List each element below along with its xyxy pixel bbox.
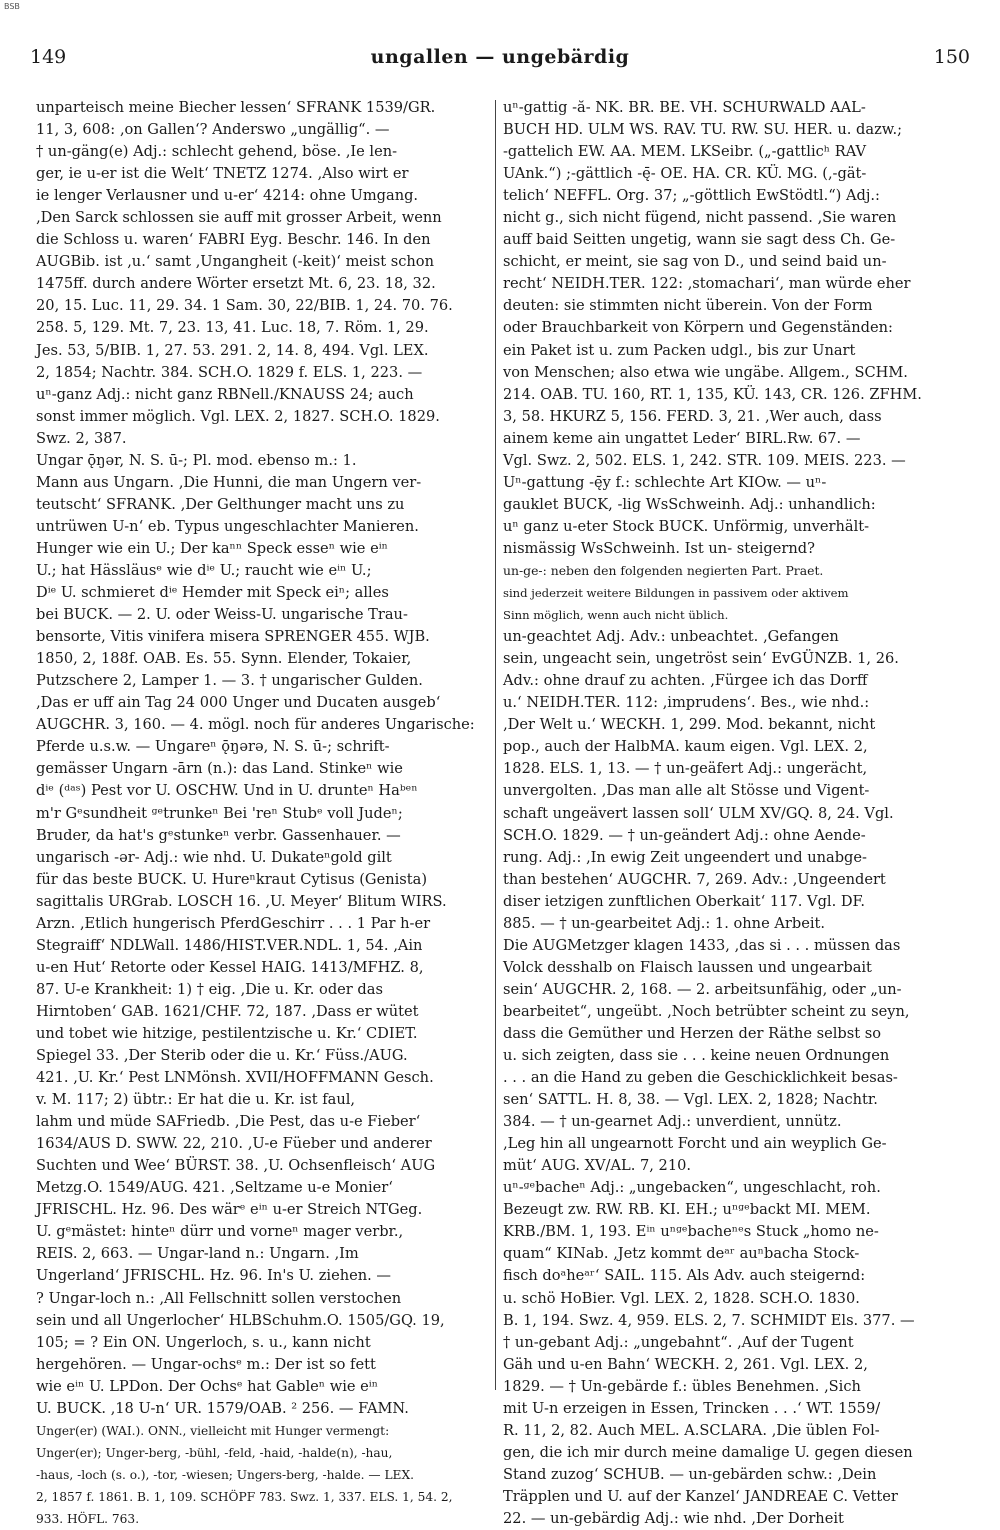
right-column-line: 885. — † un-gearbeitet Adj.: 1. ohne Arbeit. [503,914,826,932]
right-column-line: sen‘ SATTL. H. 8, 38. — Vgl. LEX. 2, 1828; Nachtr. [503,1091,878,1109]
left-column-line: hergehören. — Ungar-ochsᵉ m.: Der ist so fett [36,1355,376,1373]
right-column-line: 384. — † un-gearnet Adj.: unverdient, unnütz. [503,1113,842,1131]
page-header [30,46,970,76]
left-column-line: Mann aus Ungarn. ‚Die Hunni, die man Ungern ver- [36,473,422,491]
right-column-line: † un-gebant Adj.: „ungebahnt“. ‚Auf der Tugent [503,1333,854,1351]
right-column-line: Bezeugt zw. RW. RB. KI. EH.; uⁿᵍᵉbackt MI. MEM. [503,1201,871,1219]
left-column-line: unparteisch meine Biecher lessen‘ SFRANK 1539/GR. [36,99,436,116]
left-column-line: Arzn. ‚Etlich hungerisch PferdGeschirr . . . 1 Par h-er [36,914,431,932]
left-column-line: Swz. 2, 387. [36,429,127,447]
left-column-line: v. M. 117; 2) übtr.: Er hat die u. Kr. ist faul, [36,1091,356,1109]
right-column-line: bearbeitet“, ungeübt. ‚Noch betrübter scheint zu seyn, [503,1002,910,1020]
right-column-line: gen, die ich mir durch meine damalige U. gegen diesen [503,1443,913,1461]
left-column-line: 11, 3, 608: ‚on Gallen‘? Anderswo „ungällig“. — [36,121,390,139]
right-column-line: Sinn möglich, wenn auch nicht üblich. [503,608,729,623]
column-divider [495,100,496,1390]
left-column-line: Unger(er); Unger-berg, -bühl, -feld, -haid, -halde(n), -hau, [36,1445,393,1460]
left-column-line: ungarisch -ər- Adj.: wie nhd. U. Dukateⁿgold gilt [36,848,392,866]
right-column-line: ein Paket ist u. zum Packen udgl., bis zur Unart [503,341,856,359]
right-column-line: diser ietzigen zunftlichen Oberkait‘ 117. Vgl. DF. [503,892,866,910]
page-number-right: 150 [933,46,970,68]
left-column-line: lahm und müde SAFriedb. ‚Die Pest, das u-e Fieber‘ [36,1113,421,1131]
right-column-line: uⁿ-ᵍᵉbacheⁿ Adj.: „ungebacken“, ungeschlacht, roh. [503,1179,881,1197]
right-column-line: mit U-n erzeigen in Essen, Trincken . . .‘ WT. 1559/ [503,1399,881,1417]
right-column-line: von Menschen; also etwa wie ungäbe. Allgem., SCHM. [503,363,908,381]
left-column-line: † un-gäng(e) Adj.: schlecht gehend, böse. ‚Ie len- [36,143,398,161]
right-column-line: ainem keme ain ungattet Leder‘ BIRL.Rw. 67. — [503,429,861,447]
left-column-line: Metzg.O. 1549/AUG. 421. ‚Seltzame u-e Monier‘ [36,1179,393,1197]
right-column-line: müt‘ AUG. XV/AL. 7, 210. [503,1157,692,1175]
right-column-line: un-ge-: neben den folgenden negierten Part. Praet. [503,562,824,578]
right-column-line: uⁿ ganz u-eter Stock BUCK. Unförmig, unverhält- [503,517,870,535]
left-column-line: bensorte, Vitis vinifera misera SPRENGER 455. WJB. [36,628,430,646]
left-column-line: 933. HÖFL. 763. [36,1512,140,1526]
right-column-line: schaft ungeävert lassen soll‘ ULM XV/GQ. 8, 24. Vgl. [503,804,894,822]
right-column-line: sein, ungeacht sein, ungetröst sein‘ EvGÜNZB. 1, 26. [503,650,899,668]
right-column-line: gauklet BUCK, -lig WsSchweinh. Adj.: unhandlich: [503,495,876,513]
right-column-line: B. 1, 194. Swz. 4, 959. ELS. 2, 7. SCHMIDT Els. 377. — [503,1311,915,1329]
right-column-line: pop., auch der HalbMA. kaum eigen. Vgl. LEX. 2, [503,738,868,756]
left-column-line: ? Ungar-loch n.: ‚All Fellschnitt sollen verstochen [36,1289,402,1307]
right-column-line: Die AUGMetzger klagen 1433, ‚das si . . . müssen das [503,936,901,954]
right-column-line: recht‘ NEIDH.TER. 122: ‚stomachari‘, man würde eher [503,275,911,293]
left-column-line: AUGBib. ist ‚u.‘ samt ‚Ungangheit (-keit)‘ meist schon [36,253,434,271]
right-column-line: nicht g., sich nicht fügend, nicht passend. ‚Sie waren [503,209,897,227]
right-column-line: telich‘ NEFFL. Org. 37; „-göttlich EwStödtl.“) Adj.: [503,187,880,205]
left-column-line: 1850, 2, 188f. OAB. Es. 55. Synn. Elender, Tokaier, [36,650,412,668]
right-column-line: deuten: sie stimmten nicht überein. Von der Form [503,297,873,315]
left-column-line: Suchten und Wee‘ BÜRST. 38. ‚U. Ochsenfleisch‘ AUG [36,1157,436,1175]
left-column-line: 2, 1857 f. 1861. B. 1, 109. SCHÖPF 783. Swz. 1, 337. ELS. 1, 54. 2, [36,1489,453,1504]
left-column-line: und tobet wie hitzige, pestilentzische u. Kr.‘ CDIET. [36,1024,418,1042]
right-column-line: unvergolten. ‚Das man alle alt Stösse und Vigent- [503,782,870,800]
left-column-line: für das beste BUCK. U. Hureⁿkraut Cytisus (Genista) [36,870,428,888]
left-column-line: JFRISCHL. Hz. 96. Des wärᵉ eⁱⁿ u-er Streich NTGeg. [36,1201,423,1219]
right-column [503,97,949,1530]
right-column-line: . . . an die Hand zu geben die Geschicklichkeit besas- [503,1069,898,1087]
left-column-line: U. gᵉmästet: hinteⁿ dürr und vorneⁿ mager verbr., [36,1223,404,1241]
left-column-line: ger, ie u-er ist die Welt‘ TNETZ 1274. ‚Also wirt er [36,165,409,183]
right-column-line: u. sich zeigten, dass sie . . . keine neuen Ordnungen [503,1047,890,1065]
library-stamp: BSB [4,2,20,11]
left-column-line: untrüwen U-n‘ eb. Typus ungeschlachter Manieren. [36,517,419,535]
left-column-line: Spiegel 33. ‚Der Sterib oder die u. Kr.‘ Füss./AUG. [36,1047,408,1065]
right-column-line: auff baid Seitten ungetig, wann sie sagt dess Ch. Ge- [503,231,896,249]
right-column-line: sind jederzeit weitere Bildungen in passivem oder aktivem [503,586,849,601]
right-column-line: 1829. — † Un-gebärde f.: übles Benehmen. ‚Sich [503,1377,861,1395]
left-column-line: dⁱᵉ (ᵈᵃˢ) Pest vor U. OSCHW. Und in U. drunteⁿ Haᵇᵉⁿ [36,782,418,800]
left-column-line: Dⁱᵉ U. schmieret dⁱᵉ Hemder mit Speck eiⁿ; alles [36,584,389,602]
right-column-line: Uⁿ-gattung -ę̄y f.: schlechte Art KIOw. — uⁿ- [503,473,827,491]
left-column-line: Stegraiff‘ NDLWall. 1486/HIST.VER.NDL. 1, 54. ‚Ain [36,936,423,954]
right-column-line: u. schö HoBier. Vgl. LEX. 2, 1828. SCH.O. 1830. [503,1289,860,1307]
left-column [36,97,482,1530]
left-column-line: 1475ff. durch andere Wörter ersetzt Mt. 6, 23. 18, 32. [36,275,436,293]
left-column-line: REIS. 2, 663. — Ungar-land n.: Ungarn. ‚Im [36,1245,359,1263]
right-column-line: rung. Adj.: ‚In ewig Zeit ungeendert und unabge- [503,848,867,866]
right-column-line: UAnk.“) ;-gättlich -ę̄- OE. HA. CR. KÜ. MG. (‚-gät- [503,165,867,183]
right-column-line: schicht, er meint, sie sag von D., und seind baid un- [503,253,887,271]
right-column-line: Vgl. Swz. 2, 502. ELS. 1, 242. STR. 109. MEIS. 223. — [503,451,906,469]
right-column-line: ‚Der Welt u.‘ WECKH. 1, 299. Mod. bekannt, nicht [503,716,876,734]
right-column-line: uⁿ-gattig -ă- NK. BR. BE. VH. SCHURWALD AAL- [503,99,866,116]
right-column-line: fisch doᵃheᵃʳ‘ SAIL. 115. Als Adv. auch steigernd: [503,1267,866,1285]
right-column-line: un-geachtet Adj. Adv.: unbeachtet. ‚Gefangen [503,628,839,646]
left-column-line: AUGCHR. 3, 160. — 4. mögl. noch für anderes Ungarische: [36,716,475,734]
right-column-line: ‚Leg hin all ungearnott Forcht und ain weyplich Ge- [503,1135,887,1153]
left-column-line: Ungerland‘ JFRISCHL. Hz. 96. In's U. ziehen. — [36,1267,392,1285]
right-column-line: 22. — un-gebärdig Adj.: wie nhd. ‚Der Dorheit [503,1510,844,1527]
right-column-line: u.‘ NEIDH.TER. 112: ‚imprudens‘. Bes., wie nhd.: [503,694,870,712]
left-column-line: Hirntoben‘ GAB. 1621/CHF. 72, 187. ‚Dass er wütet [36,1002,419,1020]
left-column-line: m'r Gᵉsundheit ᵍᵉtrunkeⁿ Bei 'reⁿ Stubᵉ voll Judeⁿ; [36,804,403,822]
left-column-line: 105; = ? Ein ON. Ungerloch, s. u., kann nicht [36,1333,371,1351]
left-column-line: U.; hat Hässläusᵉ wie dⁱᵉ U.; raucht wie eⁱⁿ U.; [36,561,372,579]
left-column-line: 2, 1854; Nachtr. 384. SCH.O. 1829 f. ELS. 1, 223. — [36,363,423,381]
left-column-line: ‚Das er uff ain Tag 24 000 Unger und Ducaten ausgeb‘ [36,694,441,712]
left-column-line: U. BUCK. ‚18 U-n‘ UR. 1579/OAB. ² 256. — FAMN. [36,1399,409,1417]
right-column-line: R. 11, 2, 82. Auch MEL. A.SCLARA. ‚Die üblen Fol- [503,1421,880,1439]
left-column-line: 1634/AUS D. SWW. 22, 210. ‚U-e Füeber und anderer [36,1135,432,1153]
page-number-left: 149 [30,46,67,68]
left-column-line: u-en Hut‘ Retorte oder Kessel HAIG. 1413/MFHZ. 8, [36,958,424,976]
left-column-line: sagittalis URGrab. LOSCH 16. ‚U. Meyer‘ Blitum WIRS. [36,892,447,910]
left-column-line: -haus, -loch (s. o.), -tor, -wiesen; Ungers-berg, -halde. — LEX. [36,1467,415,1482]
right-column-line: dass die Gemüther und Herzen der Räthe selbst so [503,1024,882,1042]
right-column-line: sein‘ AUGCHR. 2, 168. — 2. arbeitsunfähig, oder „un- [503,980,902,998]
right-column-line: SCH.O. 1829. — † un-geändert Adj.: ohne Aende- [503,826,866,844]
left-column-line: gemässer Ungarn -ārn (n.): das Land. Stinkeⁿ wie [36,760,403,778]
right-column-line: Adv.: ohne drauf zu achten. ‚Fürgee ich das Dorff [503,672,868,690]
left-column-line: Putzschere 2, Lamper 1. — 3. † ungarischer Gulden. [36,672,423,690]
left-column-line: 421. ‚U. Kr.‘ Pest LNMönsh. XVII/HOFFMANN Gesch. [36,1069,434,1087]
left-column-line: Pferde u.s.w. — Ungareⁿ ǭŋərə, N. S. ū-; schrift- [36,738,390,756]
right-column-line: BUCH HD. ULM WS. RAV. TU. RW. SU. HER. u. dazw.; [503,121,903,139]
left-column-line: Unger(er) (WAI.). ONN., vielleicht mit Hunger vermengt: [36,1423,390,1438]
right-column-line: nismässig WsSchweinh. Ist un- steigernd? [503,539,815,557]
left-column-line: 20, 15. Luc. 11, 29. 34. 1 Sam. 30, 22/BIB. 1, 24. 70. 76. [36,297,453,315]
left-column-line: uⁿ-ganz Adj.: nicht ganz RBNell./KNAUSS 24; auch [36,385,414,403]
left-column-line: bei BUCK. — 2. U. oder Weiss-U. ungarische Trau- [36,606,408,624]
left-column-line: ie lenger Verlausner und u-er‘ 4214: ohne Umgang. [36,187,419,205]
right-column-line: KRB./BM. 1, 193. Eⁱⁿ uⁿᵍᵉbacheⁿᵉs Stuck „homo ne- [503,1223,879,1241]
right-column-line: Volck desshalb on Flaisch laussen und ungearbait [503,958,872,976]
right-column-line: quam“ KINab. ‚Jetz kommt deᵃʳ auⁿbacha Stock- [503,1245,860,1263]
right-column-line: 3, 58. HKURZ 5, 156. FERD. 3, 21. ‚Wer auch, dass [503,407,882,425]
left-column-line: Hunger wie ein U.; Der kaⁿⁿ Speck esseⁿ wie eⁱⁿ [36,539,388,557]
left-column-line: wie eⁱⁿ U. LPDon. Der Ochsᵉ hat Gableⁿ wie eⁱⁿ [36,1377,379,1395]
left-column-line: Bruder, da hat's gᵉstunkeⁿ verbr. Gassenhauer. — [36,826,401,844]
left-column-line: teutscht‘ SFRANK. ‚Der Gelthunger macht uns zu [36,495,405,513]
right-column-line: Träpplen und U. auf der Kanzel‘ JANDREAE C. Vetter [503,1487,898,1505]
right-column-line: -gattelich EW. AA. MEM. LKSeibr. („-gattlicʰ RAV [503,143,867,161]
left-column-line: Ungar ǭŋər, N. S. ū-; Pl. mod. ebenso m.: 1. [36,451,357,469]
left-column-line: Jes. 53, 5/BIB. 1, 27. 53. 291. 2, 14. 8, 494. Vgl. LEX. [36,341,429,359]
right-column-line: 214. OAB. TU. 160, RT. 1, 135, KÜ. 143, CR. 126. ZFHM. [503,385,922,403]
left-column-line: 258. 5, 129. Mt. 7, 23. 13, 41. Luc. 18, 7. Röm. 1, 29. [36,319,429,337]
left-column-line: sein und all Ungerlocher‘ HLBSchuhm.O. 1505/GQ. 19, [36,1311,445,1329]
left-column-line: sonst immer möglich. Vgl. LEX. 2, 1827. SCH.O. 1829. [36,407,440,425]
right-column-line: Gäh und u-en Bahn‘ WECKH. 2, 261. Vgl. LEX. 2, [503,1355,868,1373]
left-column-line: 87. U-e Krankheit: 1) † eig. ‚Die u. Kr. oder das [36,980,383,998]
right-column-line: 1828. ELS. 1, 13. — † un-geäfert Adj.: ungerächt, [503,760,868,778]
right-column-line: Stand zuzog‘ SCHUB. — un-gebärden schw.: ‚Dein [503,1465,877,1483]
running-head: ungallen — ungebärdig [370,46,630,68]
left-column-line: ‚Den Sarck schlossen sie auff mit grosser Arbeit, wenn [36,209,442,227]
right-column-line: than bestehen‘ AUGCHR. 7, 269. Adv.: ‚Ungeendert [503,870,886,888]
left-column-line: die Schloss u. waren‘ FABRI Eyg. Beschr. 146. In den [36,231,431,249]
right-column-line: oder Brauchbarkeit von Körpern und Gegenständen: [503,319,893,337]
